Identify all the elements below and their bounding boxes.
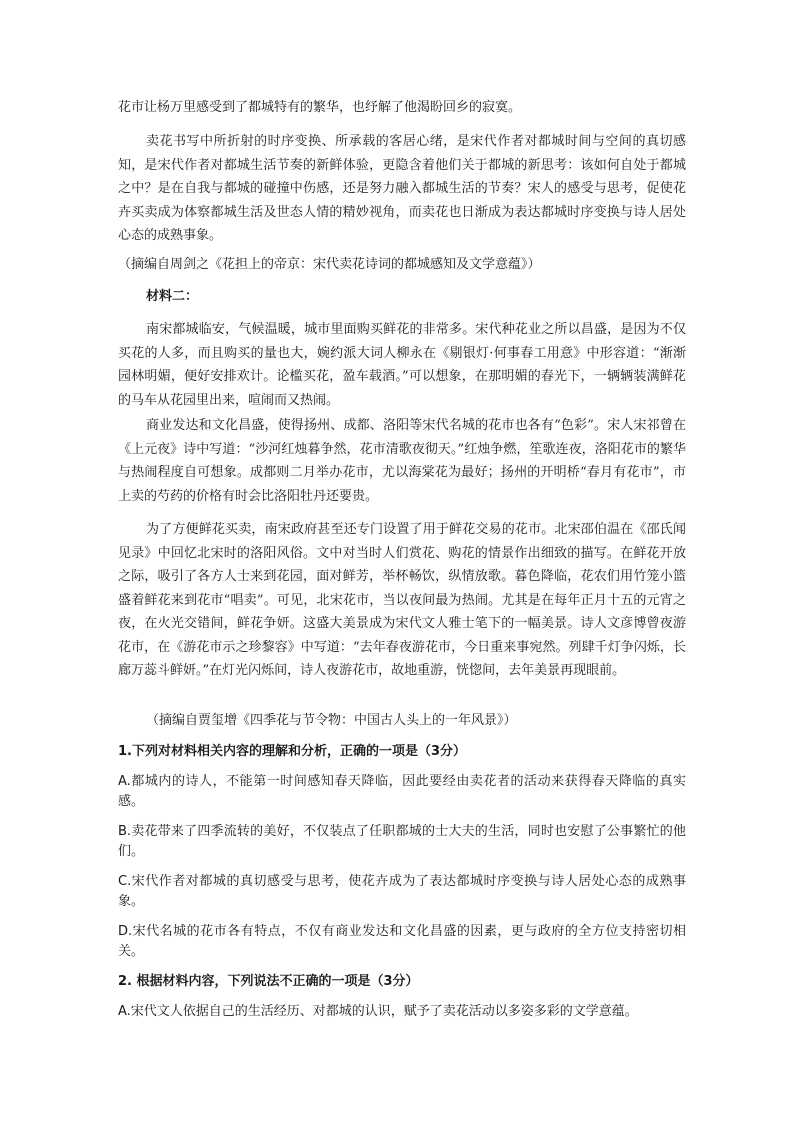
answer-option: A.宋代文人依据自己的生活经历、对都城的认识，赋予了卖花活动以多姿多彩的文学意蕴。 bbox=[118, 1004, 638, 1019]
section-heading: 材料二： bbox=[146, 289, 199, 304]
question-1-option-d-block bbox=[118, 922, 686, 962]
answer-option: B.卖花带来了四季流转的美好，不仅装点了任职都城的士大夫的生活，同时也安慰了公事繁忙的他们。 bbox=[118, 824, 686, 859]
material2-source-block bbox=[146, 711, 686, 731]
material1-paragraph-block bbox=[118, 130, 686, 248]
material1-source-block bbox=[118, 255, 686, 275]
answer-option: A.都城内的诗人，不能第一时间感知春天降临，因此要经由卖花者的活动来获得春天降临的真实感。 bbox=[118, 774, 686, 809]
paragraph: 商业发达和文化昌盛，使得扬州、成都、洛阳等宋代名城的花市也各有“色彩”。宋人宋祁曾在《上元夜》诗中写道：“沙河红烛暮争然，花市清歌夜彻天。”红烛争燃，笙歌连夜，洛阳花市的繁华与热闹程度自可想象。成都则二月举办花市，尤以海棠花为最好；扬州的开明桥“春月有花市”，市上卖的芍药的价格有时会比洛阳牡丹还要贵。 bbox=[118, 418, 686, 504]
material2-paragraph-3-block bbox=[118, 518, 686, 683]
paragraph: 南宋都城临安，气候温暖，城市里面购买鲜花的非常多。宋代种花业之所以昌盛，是因为不仅买花的人多，而且购买的量也大，婉约派大词人柳永在《剔银灯·何事春工用意》中形容道：“渐渐园林明媚，便好安排欢计。论槛买花，盈车载酒。”可以想象，在那明媚的春光下，一辆辆装满鲜花的马车从花园里出来，喧闹而又热闹。 bbox=[118, 322, 686, 408]
question-1-stem-block bbox=[118, 742, 686, 762]
material2-paragraph-1-block bbox=[118, 318, 686, 412]
answer-option: D.宋代名城的花市各有特点，不仅有商业发达和文化昌盛的因素，更与政府的全方位支持密切相关。 bbox=[118, 924, 686, 959]
question-2-option-a-block bbox=[118, 1002, 690, 1022]
material2-heading-block bbox=[146, 287, 686, 307]
answer-option: C.宋代作者对都城的真切感受与思考，使花卉成为了表达都城时序变换与诗人居处心态的成熟事象。 bbox=[118, 874, 686, 909]
source-citation: （摘编自贾玺增《四季花与节令物：中国古人头上的一年风景》） bbox=[146, 713, 517, 728]
paragraph: 为了方便鲜花买卖，南宋政府甚至还专门设置了用于鲜花交易的花市。北宋邵伯温在《邵氏闻见录》中回忆北宋时的洛阳风俗。文中对当时人们赏花、购花的情景作出细致的描写。在鲜花开放之际，吸引了各方人士来到花园，面对鲜芳，举杯畅饮，纵情放歌。暮色降临，花农们用竹笼小篮盛着鲜花来到花市“唱卖”。可见，北宋花市，当以夜间最为热闹。尤其是在每年正月十五的元宵之夜，在火光交错间，鲜花争妍。这盛大美景成为宋代文人雅士笔下的一幅美景。诗人文彦博曾夜游花市，在《游花市示之珍黎容》中写道：“去年春夜游花市，今日重来事宛然。列肆千灯争闪烁，长廊万蕊斗鲜妍。”在灯光闪烁间，诗人夜游花市，故地重游，恍惚间，去年美景再现眼前。 bbox=[118, 522, 686, 678]
question-stem: 2. 根据材料内容，下列说法不正确的一项是（3分） bbox=[118, 974, 419, 989]
question-1-option-b-block bbox=[118, 822, 686, 862]
question-stem: 1.下列对材料相关内容的理解和分析，正确的一项是（3分） bbox=[118, 744, 467, 759]
source-citation: （摘编自周剑之《花担上的帝京：宋代卖花诗词的都城感知及文学意蕴》） bbox=[118, 257, 541, 272]
material1-closing-line bbox=[118, 96, 686, 120]
material2-paragraph-2-block bbox=[118, 414, 686, 508]
paragraph: 卖花书写中所折射的时序变换、所承载的客居心绪，是宋代作者对都城时间与空间的真切感知，是宋代作者对都城生活节奏的新鲜体验，更隐含着他们关于都城的新思考：该如何自处于都城之中？是在自我与都城的碰撞中伤感，还是努力融入都城生活的节奏？宋人的感受与思考，促使花卉买卖成为体察都城生活及世态人情的精妙视角，而卖花也日渐成为表达都城时序变换与诗人居处心态的成熟事象。 bbox=[118, 134, 686, 243]
paragraph: 花市让杨万里感受到了都城特有的繁华，也纾解了他渴盼回乡的寂寞。 bbox=[118, 100, 522, 115]
question-2-stem-block bbox=[118, 972, 686, 992]
question-1-option-c-block bbox=[118, 872, 686, 912]
question-1-option-a-block bbox=[118, 772, 686, 812]
